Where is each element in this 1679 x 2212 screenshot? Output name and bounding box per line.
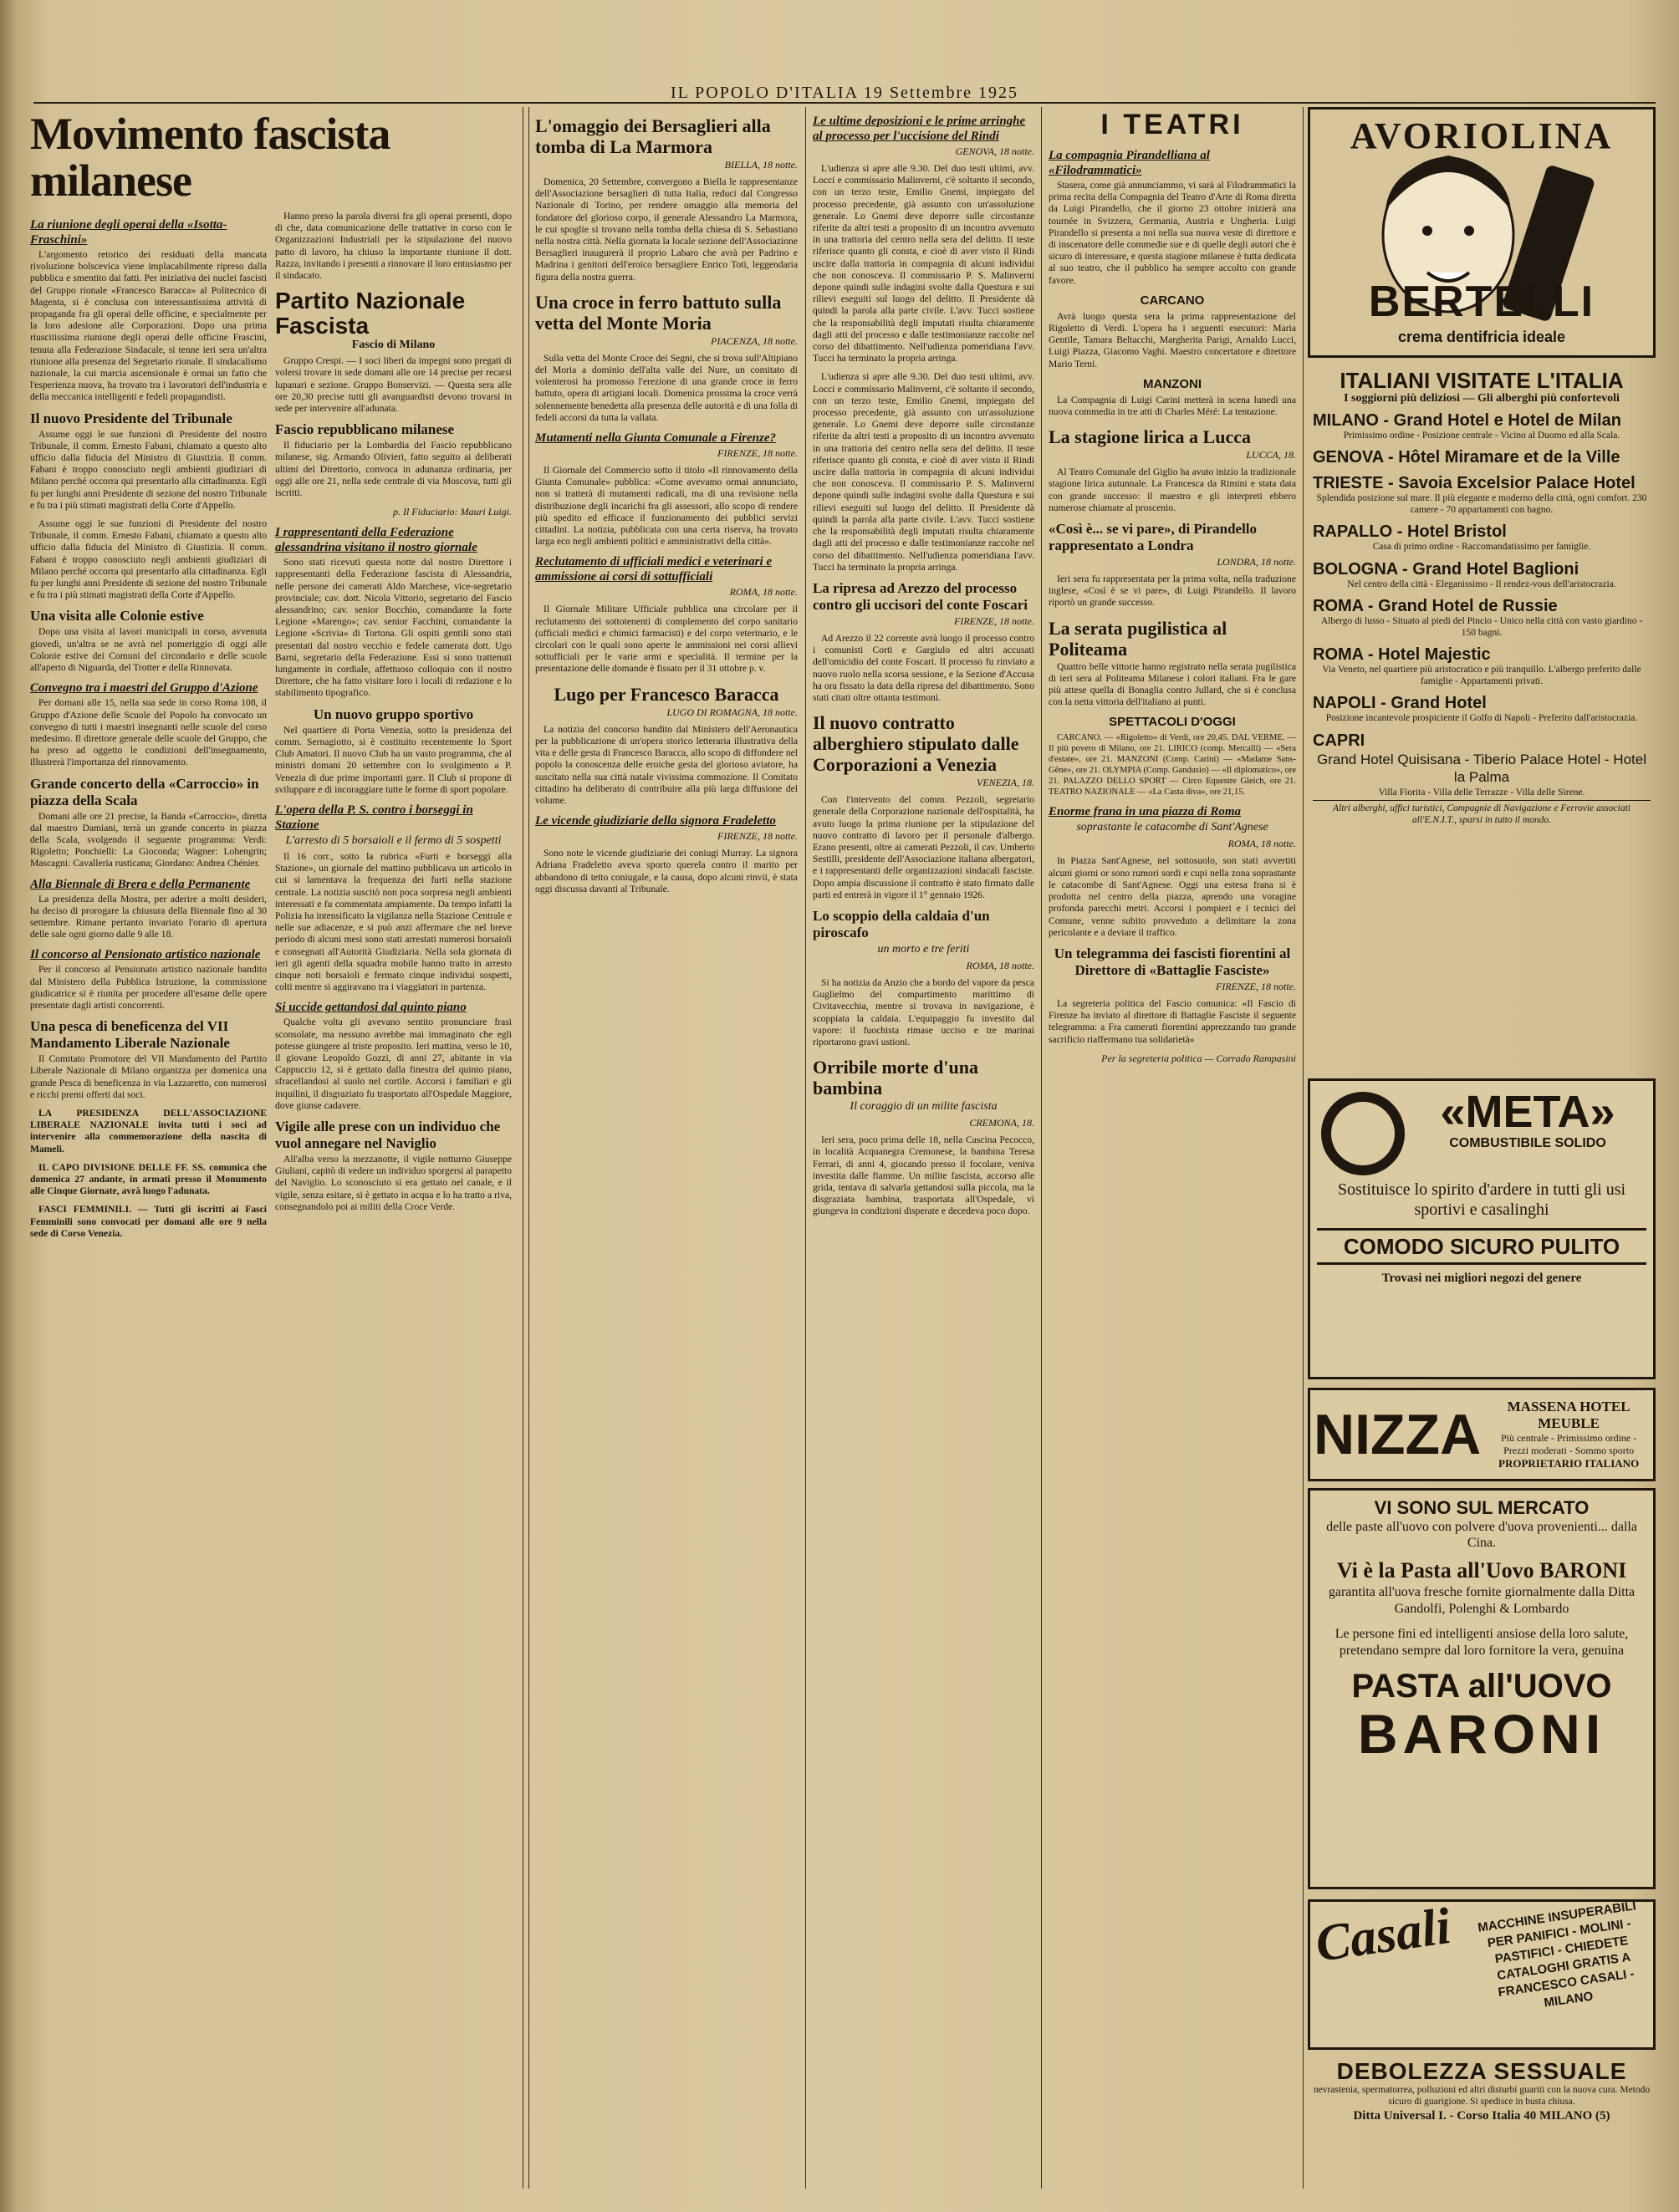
column-1-split [30, 211, 512, 1246]
dateline: VENEZIA, 18. [977, 777, 1034, 789]
article-text: Per il concorso al Pensionato artistico nazionale bandito dal Ministero della Pubblica Istruzione, la commissione giudicatrice si è riunita per procedere all'esame delle opere presentate dagli artisti concorrenti. [30, 964, 267, 1011]
hotel-name: ROMA - Hotel Majestic [1313, 645, 1491, 664]
dateline: BIELLA, 18 notte. [724, 159, 798, 171]
article-subtitle: soprastante le catacombe di Sant'Agnese [1076, 821, 1268, 834]
dateline: FIRENZE, 18 notte. [717, 447, 798, 460]
meta-slogan: COMODO SICURO PULITO [1317, 1228, 1646, 1265]
article-text: Si ha notizia da Anzio che a bordo del vapore da pesca Guglielmo del compartimento marittimo di Civitavecchia, mentre si trovava in navigazione, è scoppiata la caldaia. L'equipaggio fu investito dal vapore: il fuochista rimase ucciso e tre marinai riportarono gravi ustioni. [813, 976, 1034, 1047]
article-title: Il nuovo Presidente del Tribunale [30, 410, 232, 426]
article-title: Enorme frana in una piazza di Roma [1049, 805, 1242, 819]
article-text: L'udienza si apre alle 9.30. Del duo testi ultimi, avv. Locci e commissario Malinverni, c'è soltanto il secondo, con un terzo teste, Emilio Gnemi, impiegato del processo precedente, già assunto con un'assoluzione generale. Lo Gnemi deve deporre sulle circostanze riferite da altri testi a proposito di un incontro avvenuto in una trattoria del centro nella sera del delitto. Il teste riferisce quanto gli consta, e cioè di aver visto il Rindi uscire dalla trattoria in compagnia di alcuni individui che non conosceva. Il commissario P. S. Malinverni depone quindi sulle indagini svolte dalla Questura e sui rilievi eseguiti sul luogo del delitto. Il Presidente dà quindi la parola alla parte civile. L'avv. Tucci sostiene che la responsabilità degli imputati risulta chiaramente dagli atti del processo e dalle testimonianze raccolte nel corso del dibattimento. Nell'udienza pomeridiana l'avv. Tucci ha terminato la propria arringa. [813, 371, 1034, 573]
notice: FASCI FEMMINILI. — Tutti gli iscritti ai Fasci Femminili sono convocati per domani alle ore 9 nella sede di Corso Venezia. [30, 1204, 267, 1239]
article-title: L'omaggio dei Bersaglieri alla tomba di La Marmora [535, 115, 771, 157]
dateline: ROMA, 18 notte. [1227, 838, 1296, 850]
dateline: FIRENZE, 18 notte. [1216, 980, 1296, 992]
article-text: Nel quartiere di Porta Venezia, sotto la presidenza del comm. Sernagiotto, si è costituito recentemente lo Sport Club Amatori. Il nuovo Club ha un vasto programma, che al ministri domani 20 settembre con lo svolgimento a P. Venezia di due prime importanti gare. Il Club si propone di sviluppare e di incoraggiare tutte le forme di sport popolare. [275, 724, 512, 795]
article-title: I rappresentanti della Federazione alessandrina visitano il nostro giornale [275, 526, 477, 555]
article-title: Le ultime deposizioni e le prime arringhe al processo per l'uccisione del Rindi [813, 115, 1026, 143]
article-text: Sono note le vicende giudiziarie dei coniugi Murray. La signora Adriana Fradeletto aveva sporto querela contro il marito per abbandono di tetto coniugale, e la causa, dopo alcuni rinvii, è stata oggi discussa davanti al Tribunale. [535, 848, 798, 894]
dateline: LUGO DI ROMAGNA, 18 notte. [666, 706, 798, 718]
article-text: L'udienza si apre alle 9.30. Del duo testi ultimi, avv. Locci e commissario Malinverni, c'è soltanto il secondo, con un terzo teste, Emilio Gnemi, impiegato del processo precedente, già assunto con un'assoluzione generale. Lo Gnemi deve deporre sulle circostanze riferite da altri testi a proposito di un incontro avvenuto in una trattoria del centro nella sera del delitto. Il teste riferisce quanto gli consta, e cioè di aver visto il Rindi uscire dalla trattoria in compagnia di alcuni individui che non conosceva. Il commissario P. S. Malinverni depone quindi sulle indagini svolte dalla Questura e sui rilievi eseguiti sul luogo del delitto. Il Presidente dà quindi la parola alla parte civile. L'avv. Tucci sostiene che la responsabilità degli imputati risulta chiaramente dagli atti del processo e dalle testimonianze raccolte nel corso del dibattimento. Nell'udienza pomeridiana l'avv. Tucci ha terminato la propria arringa. [813, 163, 1034, 364]
article-title: Alla Biennale di Brera e della Permanente [30, 877, 251, 891]
article-subtitle: L'arresto di 5 borsaioli e il fermo di 5 sospetti [285, 833, 502, 847]
column-1 [30, 107, 512, 2189]
baroni-text: Le persone fini ed intelligenti ansiose della loro salute, pretendano sempre dal loro fornitore la vera, genuina [1335, 1627, 1629, 1658]
article-text: Domenica, 20 Settembre, convergono a Biella le rappresentanze dell'Associazione bersaglieri di tutta Italia, reduci dal Congresso Nazionale di Torino, per rendere omaggio alla memoria del fondatore del glorioso corpo, il generale Alessandro La Marmora, le cui spoglie si trovano nella tomba della chiesa di S. Sebastiano nella nostra città. Nella giornata la locale sezione dell'Associazione Bersaglieri inaugurerà il proprio Labaro che avrà per Padrino e Madrina i genitori dell'eroico bersagliere Enrico Toti, leggendaria figura della nostra guerra. [535, 176, 798, 283]
article-title: La compagnia Pirandelliana al «Filodrammatici» [1049, 149, 1210, 177]
baroni-headline: Vi è la Pasta all'Uovo BARONI [1336, 1558, 1627, 1583]
column-rule [1303, 107, 1304, 2189]
dateline: FIRENZE, 18 notte. [717, 830, 798, 843]
masthead: IL POPOLO D'ITALIA 19 Settembre 1925 [33, 84, 1656, 104]
article-title: L'opera della P. S. contro i borseggi in Stazione [275, 803, 473, 832]
article-subtitle: Il coraggio di un milite fascista [850, 1100, 998, 1114]
article-text: Il Giornale Militare Ufficiale pubblica una circolare per il reclutamento dei sottotenenti di complemento del corpo sanitario (ufficiali medici e chimici farmacisti) e del corpo veterinario, e le circolari con le quali sono aperte le ammissioni nei corsi allievi sottufficiali per le varie armi e specialità. Il termine per la presentazione delle domande è fissato per il 31 ottobre p. v. [535, 604, 798, 675]
meta-logo-icon [1317, 1088, 1409, 1180]
article-subtitle: un morto e tre feriti [877, 942, 970, 956]
article-title: La riunione degli operai della «Isotta-Fraschini» [30, 218, 227, 247]
article-text: Assume oggi le sue funzioni di Presidente del nostro Tribunale, il comm. Ernesto Fabani, chiamato a questo alto ufficio dalla fiducia del Ministro di Giustizia. Il comm. Fabani è troppo conosciuto negli ambienti giudiziari di Milano perché occorra qui presentarlo alla cittadinanza. Egli fu per lunghi anni Presidente di sezione del nostro Tribunale e fu tra i più stimati magistrati della Corte d'Appello. [30, 428, 267, 511]
article-text: In Piazza Sant'Agnese, nel sottosuolo, son stati avvertiti alcuni giorni or sono rumori sordi e cupi nella zona soprastante le catacombe di Sant'Agnese. Oggi una estesa frana si è prodotta nel centro della piazza, aprendo una voragine profonda parecchi metri. Accorsi i pompieri e i tecnici del Comune, venne subito provveduto a delimitare la zona pericolante e a deviare il traffico. [1049, 855, 1296, 938]
ad-footer: Altri alberghi, uffici turistici, Compagnie di Navigazione e Ferrovie associati all'E.N.I.T., sparsi in tutto il mondo. [1313, 800, 1651, 826]
section-subtitle: Fascio di Milano [351, 339, 436, 352]
listings: CARCANO. — «Rigoletto» di Verdi, ore 20,45. DAL VERME. — Il più povero di Milano, ore 21. LIRICO (comp. Mercalli) — «Sera d'estate», ore 21. MANZONI (Comp. Carini) — «Madame Sans-Gêne», ore 21. OLYMPIA (Comp. Gandusio) — «Il diplomatico», ore 21. PALAZZO DELLO SPORT — Circo Equestre Gleich, ore 21. TEATRO NAZIONALE — «La Casta diva», ore 21,15. [1049, 733, 1296, 798]
article-text: La presidenza della Mostra, per aderire a molti desideri, ha deciso di prorogare la chiusura della Biennale fino al 30 settembre. Rimane pertanto invariato l'orario di apertura delle sale ogni giorno dalle 9 alle 18. [30, 893, 267, 940]
hotel-name: NAPOLI - Grand Hotel [1313, 694, 1487, 712]
column-5 [1049, 107, 1296, 2189]
baroni-product: PASTA all'UOVO [1351, 1668, 1612, 1705]
baroni-text: delle paste all'uovo con polvere d'uova provenienti... dalla Cina. [1326, 1520, 1637, 1550]
ad-title: ITALIANI VISITATE L'ITALIA [1340, 368, 1624, 393]
meta-title: «META» [1440, 1087, 1615, 1137]
article-title: Fascio repubblicano milanese [275, 421, 455, 438]
article-text: Stasera, come già annunciammo, vi sarà al Filodrammatici la prima recita della Compagnia del Teatro d'Arte di Roma diretta da Luigi Pirandello, che il giorno 23 ottobre inizierà una tournée in Svizzera, Germania, Austria e Ungheria. Luigi Pirandello si presenta a noi nella sua nuova veste di direttore e di inscenatore delle commedie sue e di quelle degli autori che è sicuro di interessare, e questa stagione milanese è tutta dedicata al suo teatro, che il pubblico ha sempre accolto con grande favore. [1049, 180, 1296, 286]
dateline: PIACENZA, 18 notte. [711, 334, 798, 347]
avoriolina-brand: BERTELLI [1368, 278, 1595, 326]
article-title: Mutamenti nella Giunta Comunale a Firenze? [535, 431, 776, 446]
article-text: Hanno preso la parola diversi fra gli operai presenti, dopo di che, data comunicazione delle trattative in corso con le Organizzazioni Industriali per la stipulazione del nuovo patto di lavoro, ha chiuso la importante riunione il dott. Razza, invitando i presenti a rinnovare il loro entusiasmo per il sindacato. [275, 211, 512, 282]
hotel-desc: Splendida posizione sul mare. Il più elegante e moderno della città, ogni comfort. 230 camere - 70 appartamenti con bagno. [1316, 493, 1647, 515]
nizza-desc: Più centrale - Primissimo ordine - Prezzi moderati - Sommo sporto [1500, 1432, 1637, 1456]
article-title: La stagione lirica a Lucca [1049, 426, 1251, 448]
ad-subtitle: I soggiorni più deliziosi — Gli alberghi più confortevoli [1344, 392, 1620, 405]
article-text: Sulla vetta del Monte Croce dei Segni, che si trova sull'Altipiano del Moria a dominio dell'alta valle del Nure, un comitato di volenterosi ha promosso l'erezione di una grande croce in ferro battuto, opera di artigiani locali. Domenica prossima la croce verrà solennemente benedetta alla presenza delle autorità e di una folla di fedeli accorsi da tutta la vallata. [535, 352, 798, 423]
column-3 [535, 107, 798, 2189]
article-text: Assume oggi le sue funzioni di Presidente del nostro Tribunale, il comm. Ernesto Fabani, chiamato a questo alto ufficio dalla fiducia del Ministro di Giustizia. Il comm. Fabani è troppo conosciuto negli ambienti giudiziari di Milano perché occorra qui presentarlo alla cittadinanza. Egli fu per lunghi anni Presidente di sezione del nostro Tribunale e fu tra i più stimati magistrati della Corte d'Appello. [30, 518, 267, 601]
article-text: Ad Arezzo il 22 corrente avrà luogo il processo contro i comunisti Corti e Gargiulo ed altri accusati dell'omicidio del conte Foscari. Il processo fu rinviato a nuovo ruolo nella scorsa sessione, e la Sezione d'Accusa ha ora fissato la data della ripresa del dibattimento. Sono stati citati oltre ottanta testimoni. [813, 632, 1034, 703]
article-title: Un nuovo gruppo sportivo [313, 706, 474, 722]
ad-baroni [1308, 1488, 1656, 1889]
ad-meta [1308, 1078, 1656, 1379]
dateline: ROMA, 18 notte. [966, 959, 1034, 971]
article-title: Una visita alle Colonie estive [30, 608, 204, 624]
avoriolina-title: AVORIOLINA [1350, 115, 1614, 156]
article-title: Lugo per Francesco Baracca [554, 683, 779, 705]
ad-enit-hotels [1308, 368, 1656, 1073]
meta-footer: Trovasi nei migliori negozi del genere [1381, 1272, 1582, 1285]
baroni-brand: BARONI [1357, 1703, 1606, 1765]
article-title: La serata pugilistica al Politeama [1049, 617, 1227, 660]
column-rule [1041, 107, 1042, 2189]
debolezza-text: nevrastenia, spermatorrea, polluzioni ed altri disturbi guariti con la nuova cura. Metodo sicuro di guarigione. Si spedisce in busta chiusa. [1313, 2085, 1651, 2107]
nizza-hotel: MASSENA HOTEL MEUBLE [1507, 1399, 1631, 1431]
article-text: Al Teatro Comunale del Giglio ha avuto inizio la tradizionale stagione lirica autunnale. La Francesca da Rimini e stata data con grande successo: il maestro e gli interpreti ebbero numerose chiamate al proscenio. [1049, 466, 1296, 513]
article-title: Grande concerto della «Carroccio» in piazza della Scala [30, 775, 259, 808]
article-text: Ieri sera fu rappresentata per la prima volta, nella traduzione inglese, «Così è se vi pare», di Luigi Pirandello. Il lavoro riportò un grande successo. [1049, 573, 1296, 609]
column-4 [813, 107, 1034, 2189]
headline: Movimento fascista milanese [30, 109, 390, 206]
article-text: La notizia del concorso bandito dal Ministero dell'Aeronautica per la pubblicazione di un'opera storico letteraria illustrativa della vita e delle gesta di Francesco Baracca, allo scopo di diffondere nel popolo la conoscenza delle eroiche gesta del glorioso aviatore, ha suscitato nella sua città natale vivissima commozione. Il Comitato cittadino ha deliberato di contribuire alla più larga diffusione del volume. [535, 723, 798, 806]
debolezza-footer: Ditta Universal I. - Corso Italia 40 MILANO (5) [1353, 2109, 1610, 2123]
hotel-name: RAPALLO - Hotel Bristol [1313, 522, 1507, 541]
dateline: LUCCA, 18. [1246, 449, 1296, 461]
article-text: Gruppo Crespi. — I soci liberi da impegni sono pregati di volersi trovare in sede domani alle ore 14 precise per recarsi lupanari e sezione. Gruppo Bonservizi. — Questa sera alle ore 20,30 precise tutti gli avanguardisti devono trovarsi in sede per intervenire all'adunata. [275, 355, 512, 415]
dateline: LONDRA, 18 notte. [1217, 556, 1296, 568]
article-title: «Così è... se vi pare», di Pirandello rappresentato a Londra [1049, 521, 1258, 554]
casali-logo: Casali [1312, 1898, 1455, 1973]
binding-gutter [0, 0, 18, 2212]
baroni-text: garantita all'uova fresche fornite giornalmente dalla Ditta Gandolfi, Polenghi & Lombardo [1328, 1585, 1636, 1616]
article-title: Vigile alle prese con un individuo che vuol annegare nel Naviglio [275, 1118, 501, 1151]
article-title: Reclutamento di ufficiali medici e veterinari e ammissione ai corsi di sottufficiali [535, 555, 773, 584]
article-title: Convegno tra i maestri del Gruppo d'Azione [30, 681, 258, 696]
notice: IL CAPO DIVISIONE DELLE FF. SS. comunica che domenica 27 andante, in armati presso il Monumento alle Cinque Giornate, avrà luogo l'adunata. [30, 1161, 267, 1197]
article-text: L'argomento retorico dei residuati della mancata rivoluzione bolscevica viene implacabilmente ripreso dalla pubblica e smentito dai fatti. Per iniziativa dei nuclei fascisti del Gruppo rionale «Francesco Baracca» al Politecnico di Magenta, si è conclusa con interessantissima attività di propaganda fra gli operai delle officine, e specialmente per la loro adesione alle Corporazioni. Dopo una prima riuscitissima riunione degli operai delle officine Frascini, tenuta alla Federazione Sindacale, si tenne ieri sera un'altra riunione alla presenza del Segretario rionale. Il sindacalismo nazionale, la cui marcia ascensionale è ormai un fatto che l'esperienza nuova, ha trovato tra i lavoratori dell'industria e della meccanica intelligenti e fedeli propagandisti. [30, 249, 267, 403]
theatre-name: MANZONI [1143, 376, 1202, 391]
article-text: Ieri sera, poco prima delle 18, nella Cascina Pecocco, in località Acquanegra Cremonese, la bambina Teresa Ferrari, di anni 4, giocando presso il focolare, veniva investita dalle fiamme. Un milite fascista, accorso alle grida, tentava di salvarla gettandosi sulla piccola, ma la disgraziata bambina, trasportata all'Ospedale, vi giungeva in condizioni disperate e decedeva poco dopo. [813, 1134, 1034, 1217]
ad-casali [1308, 1899, 1656, 2050]
hotel-name: MILANO - Grand Hotel e Hotel de Milan [1313, 410, 1621, 430]
article-text: Per domani alle 15, nella sua sede in corso Roma 108, il Gruppo d'Azione delle Scuole del Popolo ha convocato un convegno di tutti i maestri insegnanti nelle scuole del corso medesimo. Il direttore generale delle scuole del Gruppo, che ha preso ad oggetto le condizioni dell'insegnamento, illustrerà l'importanza del rinnovamento. [30, 697, 267, 768]
article-text: Il Comitato Promotore del VII Mandamento del Partito Liberale Nazionale di Milano organizza per domenica una grande Pesca di beneficenza in via Lazzaretto, con numerosi e ricchi premi offerti dai soci. [30, 1053, 267, 1100]
article-title: Il nuovo contratto alberghiero stipulato dalle Corporazioni a Venezia [813, 712, 1019, 776]
hotel-desc: Casa di primo ordine - Raccomandatissimo per famiglie. [1372, 542, 1591, 552]
baroni-top: VI SONO SUL MERCATO [1374, 1497, 1590, 1518]
casali-text: MACCHINE INSUPERABILI PER PANIFICI - MOLINI - PASTIFICI - CHIEDETE CATALOGHI GRATIS A FRANCESCO CASALI - MILANO [1477, 1899, 1637, 2011]
article-title: Le vicende giudiziarie della signora Fradeletto [535, 814, 776, 828]
notice: LA PRESIDENZA DELL'ASSOCIAZIONE LIBERALE NAZIONALE invita tutti i soci ad intervenire alla commemorazione della nascita di Mameli. [30, 1107, 267, 1154]
hotel-desc: Via Veneto, nel quartiere più aristocratico e più tranquillo. L'albergo preferito dalle famiglie - Appartamenti privati. [1322, 665, 1641, 686]
column-2 [275, 211, 512, 1246]
dateline: GENOVA, 18 notte. [955, 145, 1034, 157]
article-title: Orribile morte d'una bambina [813, 1057, 978, 1099]
article-text: Il Giornale del Commercio sotto il titolo «Il rinnovamento della Giunta Comunale» pubblica: «Come avevamo ormai annunciato, non si tratterà di mutamenti radicali, ma di una revisione nella distribuzione degli incarichi fra gli assessori, allo scopo di rendere più spedito ed efficace il funzionamento dei pubblici servizi cittadini. La notizia, pubblicata con una certa riserva, ha trovato larga eco negli ambienti politici e amministrativi della città». [535, 465, 798, 548]
hotel-desc: Nel centro della città - Eleganissimo - Il rendez-vous dell'aristocrazia. [1347, 578, 1616, 589]
article-text: Quattro belle vittorie hanno registrato nella serata pugilistica di ieri sera al Politeama Milanese i colori italiani. Fra le gare più attese quella di Bonaglia contro Jullard, che si è conclusa con la netta vittoria dell'italiano ai punti. [1049, 660, 1296, 708]
theatre-name: CARCANO [1140, 293, 1205, 308]
dateline: CREMONA, 18. [969, 1117, 1034, 1129]
signature: Per la segreteria politica — Corrado Rampasini [1101, 1052, 1296, 1064]
hotel-name: BOLOGNA - Grand Hotel Baglioni [1313, 559, 1579, 578]
article-text: All'alba verso la mezzanotte, il vigile notturno Giuseppe Giuliani, capitò di vedere un individuo sporgersi al parapetto del Naviglio. Lo sconosciuto si era gettato nel canale, e il vigile, senza esitare, si è gettato in acqua e lo ha tratto a riva, consegnandolo poi ai militi della Croce Verde. [275, 1153, 512, 1212]
debolezza-title: DEBOLEZZA SESSUALE [1336, 2058, 1627, 2084]
article-title: Lo scoppio della caldaia d'un piroscafo [813, 907, 990, 940]
article-text: Avrà luogo questa sera la prima rappresentazione del Rigoletto di Verdi. L'opera ha i seguenti esecutori: Maria Gentile, Tamara Beltacchi, Margherita Parigi, Arnaldo Lucci, Luigi Piazza, Giacomo Vaghi. Maestro concertatore e direttore Mario Terni. [1049, 310, 1296, 370]
article-text: Dopo una visita al lavori municipali in corso, avvenuta giovedì, un'altra se ne avrà nel pomeriggio di oggi alle Colonie estive dei Comuni del circondario e delle scuole all'aperto di Niguarda, del Trotter e della Rinnovata. [30, 626, 267, 674]
article-title: La ripresa ad Arezzo del processo contro gli uccisori del conte Foscari [813, 579, 1028, 613]
meta-text: Sostituisce lo spirito d'ardere in tutti gli usi sportivi e casalinghi [1337, 1180, 1626, 1219]
section-title: I TEATRI [1100, 109, 1244, 140]
hotel-desc: Posizione incantevole prospiciente il Golfo di Napoli - Preferito dall'aristocrazia. [1325, 713, 1638, 723]
meta-subtitle: COMBUSTIBILE SOLIDO [1449, 1136, 1606, 1150]
article-text: Il 16 corr., sotto la rubrica «Furti e borseggi alla Stazione», un giornale del mattino pubblicava un articolo in cui si lamentava la frequenza dei furti nella stazione centrale. La notizia suscitò non poca sorpresa negli ambienti interessati e fu commentata ampiamente. Da tempo infatti la Polizia ha intensificato la vigilanza nella Stazione Centrale e nelle sue adiacenze, e si può anzi affermare che nel breve periodo di alcuni mesi sono stati arrestati numerosi borsaioli e consegnati all'Autorità Giudiziaria. Nella sola giornata di ieri gli agenti della squadra mobile hanno tratto in arresto cinque noti borsaioli e fermato cinque individui sospetti, colti mentre si aggiravano tra i viaggiatori in partenza. [275, 850, 512, 993]
nizza-details [1488, 1399, 1650, 1470]
ad-avoriolina [1308, 107, 1656, 358]
column-rule [805, 107, 806, 2189]
hotel-desc: Primissimo ordine - Posizione centrale - Vicino al Duomo ed alla Scala. [1343, 430, 1620, 441]
article-title: Una croce in ferro battuto sulla vetta del Monte Moria [535, 291, 782, 334]
hotel-name: ROMA - Grand Hotel de Russie [1313, 597, 1558, 615]
signature: p. Il Fiduciario: Mauri Luigi. [393, 506, 512, 518]
avoriolina-tagline: crema dentifricia ideale [1397, 329, 1566, 345]
article-title: Una pesca di beneficenza del VII Mandamento Liberale Nazionale [30, 1018, 230, 1052]
hotel-name: TRIESTE - Savoia Excelsior Palace Hotel [1313, 474, 1636, 492]
article-title: Si uccide gettandosi dal quinto piano [275, 1001, 467, 1015]
article-title: Un telegramma dei fascisti fiorentini al Direttore di «Battaglie Fasciste» [1054, 945, 1291, 978]
article-text: La segreteria politica del Fascio comunica: «Il Fascio di Firenze ha inviato al direttore di Battaglie Fasciste il seguente telegramma: a Fra camerati fiorentini apprezzando tuo grande sacrificio riaffermano tua solidarietà» [1049, 997, 1296, 1045]
article-text: Domani alle ore 21 precise, la Banda «Carroccio», diretta dal maestro Damiani, terrà un grande concerto in piazza della Scala, svolgendo il seguente programma: Verdi: Rigoletto; Ponchielli: La Gioconda; Wagner: Lohengrin; Mascagni: Cavalleria rusticana; Giordano: Andrea Chénier. [30, 810, 267, 869]
article-text: Il fiduciario per la Lombardia del Fascio repubblicano milanese, sig. Armando Olivieri, fatto seguito ai deliberati ultimi del Direttorio, convoca in adunanza ordinaria, per oggi alle ore 21, nella sede centrale di via Moscova, tutti gli iscritti. [275, 440, 512, 499]
nizza-title: NIZZA [1314, 1403, 1482, 1466]
article-text: Qualche volta gli avevano sentito pronunciare frasi sconsolate, ma nessuno avrebbe mai immaginato che egli potesse giungere al triste proposito. Ieri mattina, verso le 10, il giovane Leopoldo Gozzi, di anni 27, abitante in via Cappuccio 12, si è gettato dalla finestra del quinto piano, sfracellandosi al suolo nel cortile. Accorsi i familiari e gli inquilini, il disgraziato fu trasportato all'Ospedale Maggiore, dove giunse cadavere. [275, 1017, 512, 1111]
column-rule [528, 107, 529, 2189]
article-text: Sono stati ricevuti questa notte dal nostro Direttore i rappresentanti della Federazione fascista di Alessandria, nelle persone dei camerati Aldo Marchese, vice-segretario provinciale; cav. dott. Nicola Vittorio, segretario del Fascio alessandrino; cav. senior Bocchio, comandante la forte Legione «Marengo»; cav. senior Facchini, comandante la Legione «Scrivia» di Tortona. Gli ospiti gentili sono stati presentati dal nostro vecchio e fedele camerata dott. Ugo Barni, segretario della Federazione. Essi si sono trattenuti lungamente in cordiale, affettuoso colloquio con il nostro Direttore, che ha fatto visitare loro i locali di redazione e lo stabilimento tipografico. [275, 557, 512, 699]
article-title: Il concorso al Pensionato artistico nazionale [30, 948, 261, 962]
section-title: SPETTACOLI D'OGGI [1109, 715, 1236, 730]
hotel-desc: Grand Hotel Quisisana - Tiberio Palace Hotel - Hotel la Palma [1316, 751, 1646, 785]
dateline: ROMA, 18 notte. [729, 586, 798, 599]
nizza-owner: PROPRIETARIO ITALIANO [1498, 1457, 1640, 1470]
hotel-desc: Albergo di lusso - Situato al piedi del Pincio - Unico nella città con vasto giardino - 150 bagni. [1320, 616, 1643, 638]
article-text: Con l'intervento del comm. Pezzoli, segretario generale della Corporazione nazionale dell'ospitalità, ha avuto luogo la prima riunione per la stipulazione del nuovo contratto di lavoro per il personale d'albergo. Erano presenti, oltre ai camerati Pezzoli, il cav. Umberto Sestilli, presidente dell'Associazione italiana albergatori, e i rappresentanti delle organizzazioni sindacali fasciste. Dopo ampia discussione il contratto è stato firmato dalle parti ed entrerà in vigore il 1° gennaio 1926. [813, 794, 1034, 900]
dateline: FIRENZE, 18 notte. [954, 614, 1034, 627]
column-1-left [30, 211, 267, 1246]
section-title: Partito Nazionale Fascista [275, 288, 466, 339]
hotel-note: Villa Fiorita - Villa delle Terrazze - Villa delle Sirene. [1378, 787, 1585, 798]
ad-debolezza [1308, 2058, 1656, 2123]
hotel-name: GENOVA - Hôtel Miramare et de la Ville [1313, 448, 1620, 466]
hotel-name: CAPRI [1313, 731, 1365, 750]
article-text: La Compagnia di Luigi Carini metterà in scena lunedì una nuova commedia in tre atti di Charles Méré: La tentazione. [1049, 394, 1296, 418]
ad-nizza [1308, 1388, 1656, 1481]
